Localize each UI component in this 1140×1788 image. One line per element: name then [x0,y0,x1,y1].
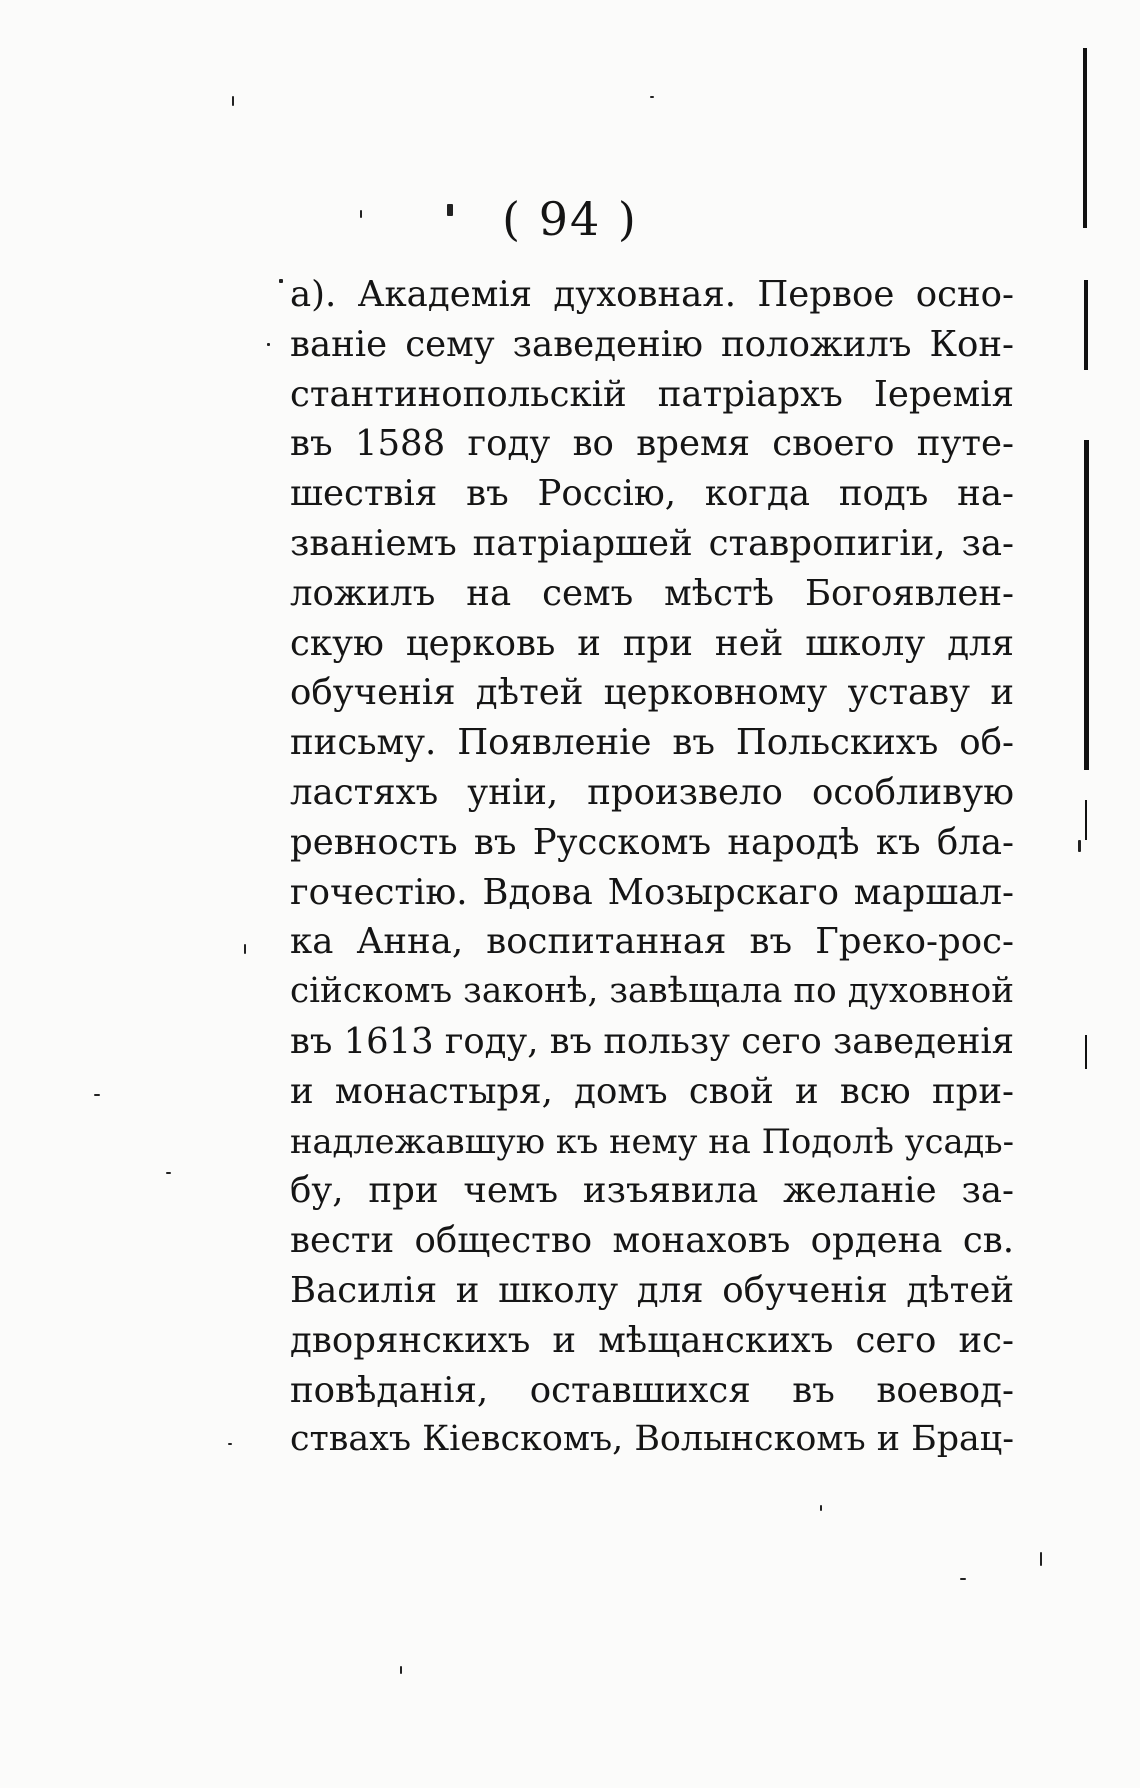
text-line: званіемъ патріаршей ставропигіи, за- [290,522,1014,564]
scan-speck [400,1666,402,1674]
text-line: стантинопольскій патріархъ Іеремія [290,373,1014,415]
text-line: гочестію. Вдова Мозырскаго маршал- [290,871,1014,913]
scan-edge-line [1085,800,1087,840]
scan-speck [232,96,234,106]
scan-speck [94,1094,100,1096]
text-line: ложилъ на семъ мѣстѣ Богоявлен- [290,572,1014,614]
body-text [290,270,1014,1465]
scan-speck [244,944,246,954]
scan-speck [650,96,654,98]
text-line: ревность въ Русскомъ народѣ къ бла- [290,821,1014,863]
text-line: шествія въ Россію, когда подъ на- [290,473,1014,515]
scan-speck [166,1172,171,1174]
scan-speck [820,1505,822,1511]
text-line: въ 1588 году во время своего путе- [290,423,1014,465]
page-number: ( 94 ) [502,192,638,246]
text-line: а). Академія духовная. Первое осно- [290,274,1014,315]
scan-speck [279,279,283,283]
text-line: и монастыря, домъ свой и всю при- [290,1070,1014,1112]
scan-speck [1040,1552,1042,1566]
scan-edge-line [1084,440,1089,770]
text-line: въ 1613 году, въ пользу сего заведенія [290,1020,1014,1062]
text-line: сійскомъ законѣ, завѣщала по духовной [290,971,1014,1012]
text-line: письму. Появленіе въ Польскихъ об- [290,722,1014,764]
text-line: надлежавшую къ нему на Подолѣ усадь- [290,1121,1014,1161]
scan-speck [960,1578,966,1580]
text-line: обученія дѣтей церковному уставу и [290,672,1014,714]
text-line: Василія и школу для обученія дѣтей [290,1269,1014,1311]
text-line: скую церковь и при ней школу для [290,622,1014,664]
text-line: дворянскихъ и мѣщанскихъ сего ис- [290,1319,1014,1361]
text-line: бу, при чемъ изъявила желаніе за- [290,1170,1014,1212]
scan-speck [1078,840,1081,852]
text-line: ка Анна, воспитанная въ Греко-рос- [290,921,1014,963]
text-line: повѣданія, оставшихся въ воевод- [290,1369,1014,1411]
scan-edge-line [1085,1035,1087,1069]
scan-speck [267,343,270,346]
text-line: вести общество монаховъ ордена св. [290,1220,1014,1262]
text-line: ваніе сему заведенію положилъ Кон- [290,323,1014,365]
text-line: ствахъ Кіевскомъ, Волынскомъ и Брац- [290,1419,1014,1460]
scan-speck [228,1443,232,1445]
text-line: ластяхъ уніи, произвело особливую [290,771,1014,813]
scan-edge-line [1084,280,1088,370]
